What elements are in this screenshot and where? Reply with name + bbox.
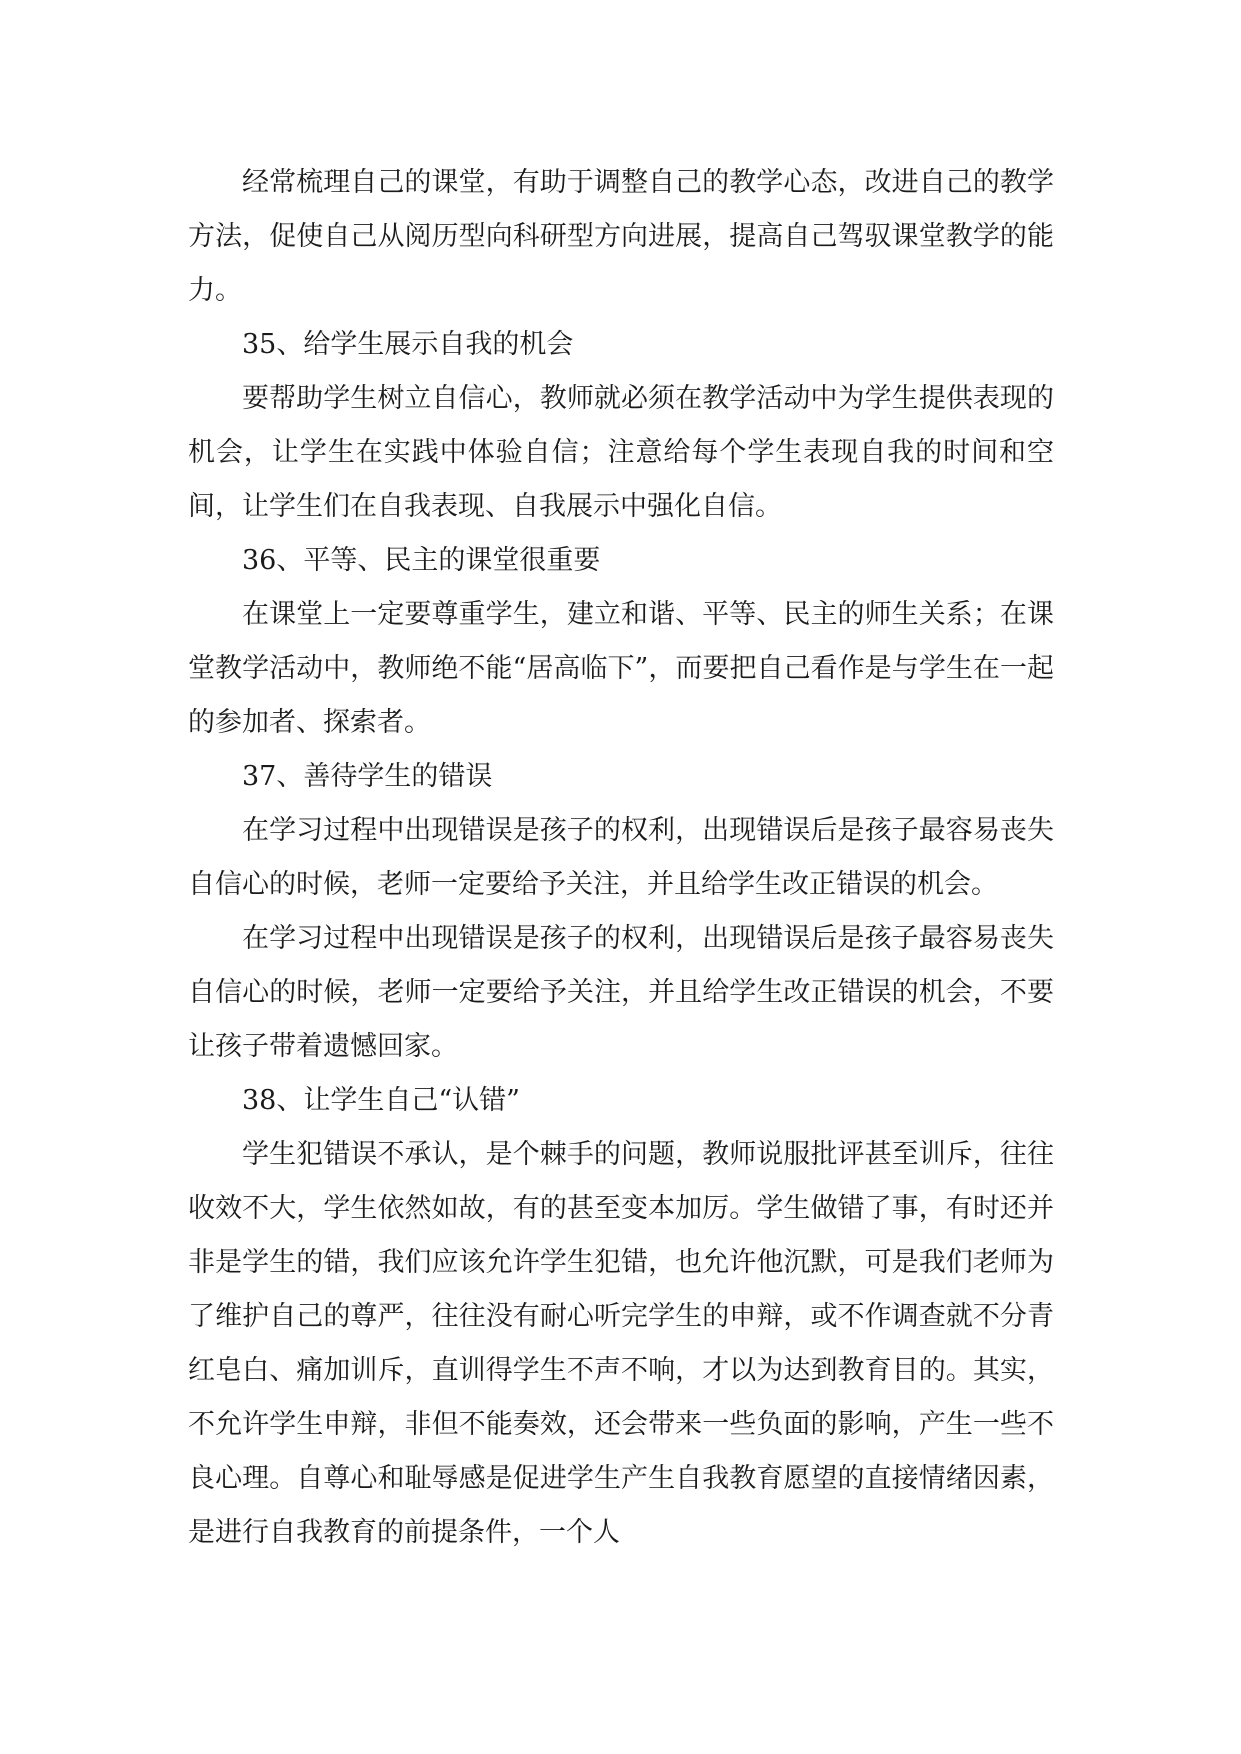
document-body [188,156,1054,1560]
paragraph: 在学习过程中出现错误是孩子的权利，出现错误后是孩子最容易丧失自信心的时候，老师一定要给予关注，并且给学生改正错误的机会，不要让孩子带着遗憾回家。 [188,923,1054,1062]
paragraph: 学生犯错误不承认，是个棘手的问题，教师说服批评甚至训斥，往往收效不大，学生依然如故，有的甚至变本加厉。学生做错了事，有时还并非是学生的错，我们应该允许学生犯错，也允许他沉默，可是我们老师为了维护自己的尊严，往往没有耐心听完学生的申辩，或不作调查就不分青红皂白、痛加训斥，直训得学生不声不响，才以为达到教育目的。其实，不允许学生申辩，非但不能奏效，还会带来一些负面的影响，产生一些不良心理。自尊心和耻辱感是促进学生产生自我教育愿望的直接情绪因素，是进行自我教育的前提条件，一个人 [188,1139,1054,1548]
paragraph: 在课堂上一定要尊重学生，建立和谐、平等、民主的师生关系；在课堂教学活动中，教师绝不能“居高临下”，而要把自己看作是与学生在一起的参加者、探索者。 [188,599,1054,738]
section-heading-38: 38、让学生自己“认错” [242,1085,520,1116]
section-heading-36: 36、平等、民主的课堂很重要 [242,545,601,576]
section-heading-37: 37、善待学生的错误 [242,761,493,792]
paragraph: 经常梳理自己的课堂，有助于调整自己的教学心态，改进自己的教学方法，促使自己从阅历型向科研型方向进展，提高自己驾驭课堂教学的能力。 [188,167,1054,306]
paragraph: 要帮助学生树立自信心，教师就必须在教学活动中为学生提供表现的机会，让学生在实践中体验自信；注意给每个学生表现自我的时间和空间，让学生们在自我表现、自我展示中强化自信。 [188,383,1054,522]
paragraph: 在学习过程中出现错误是孩子的权利，出现错误后是孩子最容易丧失自信心的时候，老师一定要给予关注，并且给学生改正错误的机会。 [188,815,1054,900]
section-heading-35: 35、给学生展示自我的机会 [242,329,574,360]
